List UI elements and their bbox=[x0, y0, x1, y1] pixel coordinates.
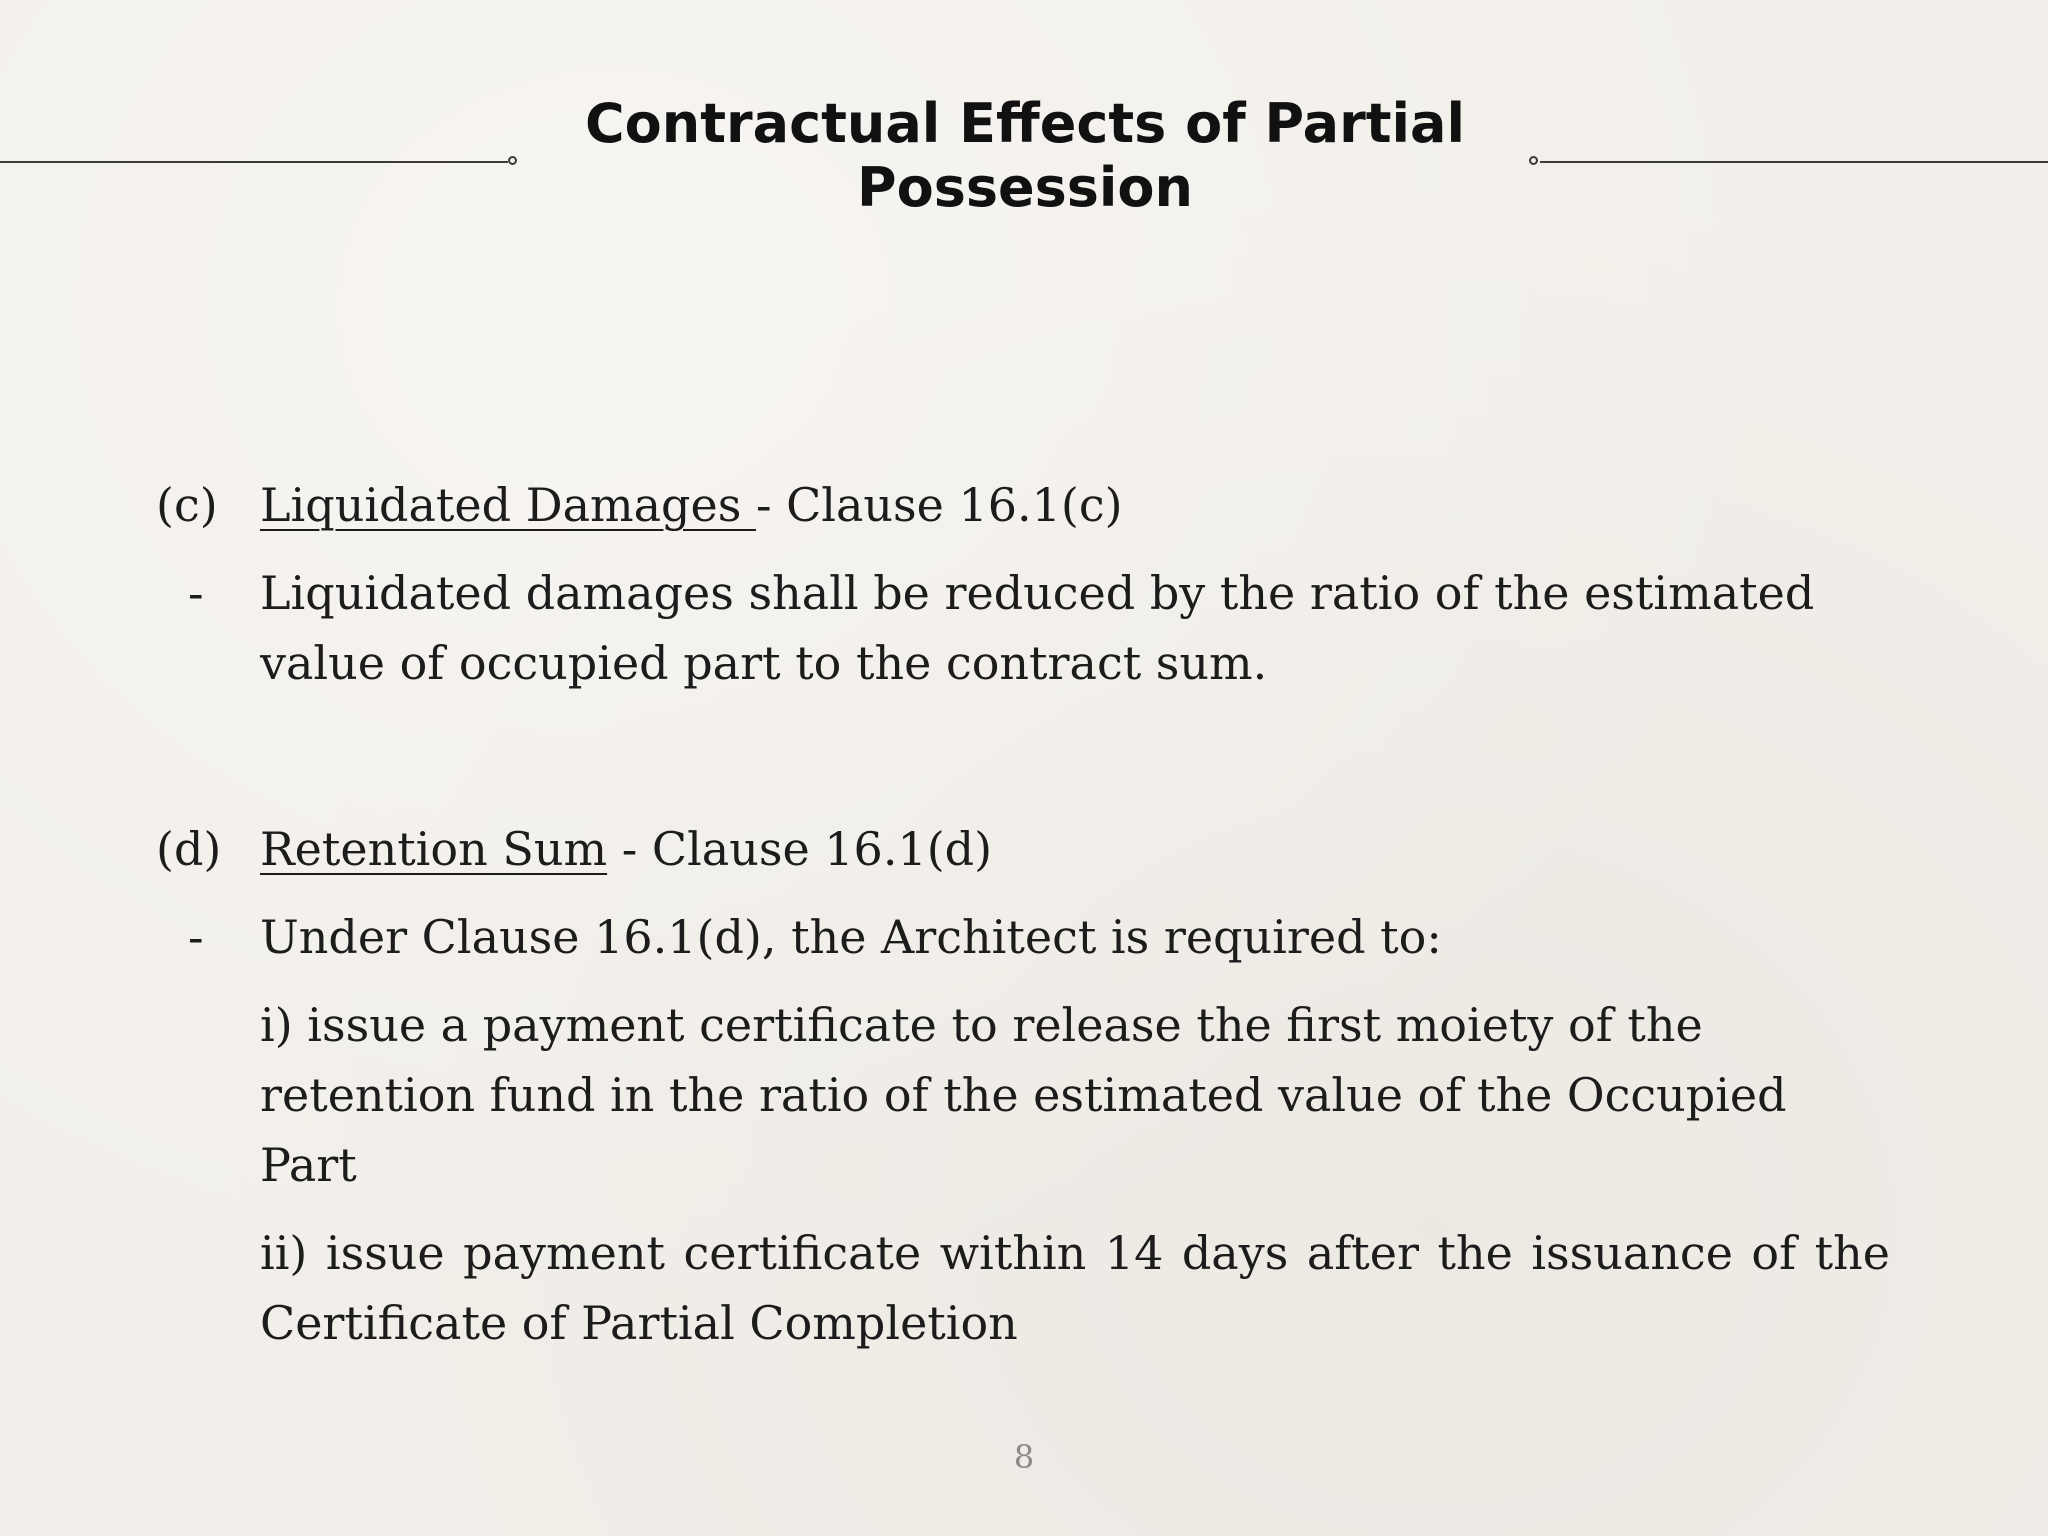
page-number: 8 bbox=[1013, 1438, 1035, 1476]
section-c-title: Liquidated Damages bbox=[260, 478, 756, 532]
title-rule-right-dot bbox=[1529, 156, 1538, 165]
section-d-sub-item-ii bbox=[156, 1218, 1890, 1358]
section-c-bullet-marker: - bbox=[188, 566, 204, 620]
section-d-bullet bbox=[156, 902, 1890, 972]
section-d-title: Retention Sum bbox=[260, 822, 608, 876]
section-c-bullet-text: Liquidated damages shall be reduced by the ratio of the estimated value of occupied part to the contract sum. bbox=[260, 566, 1815, 690]
title-rule-left bbox=[0, 161, 508, 163]
slide-title: Contractual Effects of Partial Possession bbox=[585, 92, 1465, 219]
section-d-sub-item-i-text: i) issue a payment certificate to release the first moiety of the retention fund in the ratio of the estimated value of the Occupied Part bbox=[260, 998, 1787, 1192]
section-d-marker: (d) bbox=[156, 822, 222, 876]
section-d-sub-item-i bbox=[156, 990, 1890, 1200]
section-c-heading bbox=[156, 470, 1890, 540]
slide-body bbox=[156, 470, 1890, 1358]
section-c-bullet bbox=[156, 558, 1890, 698]
section-d-heading bbox=[156, 814, 1890, 884]
section-d-bullet-marker: - bbox=[188, 910, 204, 964]
section-c-clause: - Clause 16.1(c) bbox=[755, 478, 1123, 532]
section-d-clause: - Clause 16.1(d) bbox=[607, 822, 993, 876]
title-rule-left-dot bbox=[508, 156, 517, 165]
section-d-sub-item-ii-text: ii) issue payment certificate within 14 days after the issuance of the Certificate of Partial Completion bbox=[260, 1226, 1890, 1350]
section-d-bullet-text: Under Clause 16.1(d), the Architect is required to: bbox=[260, 910, 1442, 964]
section-c-marker: (c) bbox=[156, 478, 218, 532]
title-rule-right bbox=[1540, 161, 2048, 163]
